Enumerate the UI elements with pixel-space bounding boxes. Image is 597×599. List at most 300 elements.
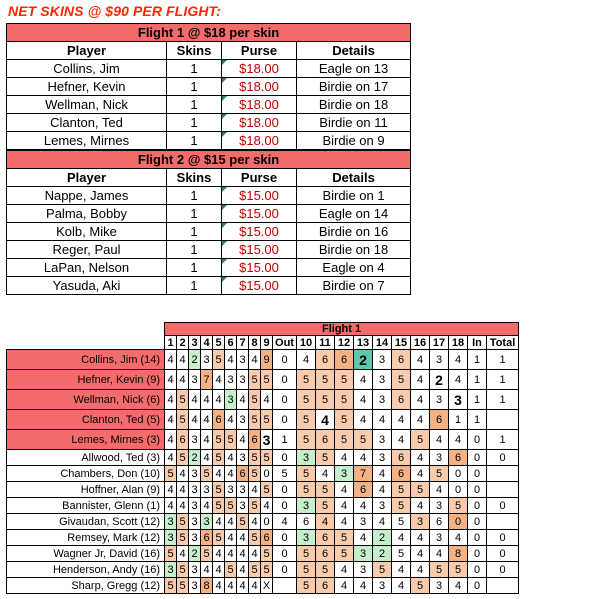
score-cell: 5 [335,530,354,546]
score-cell: 5 [249,562,261,578]
score-cell: 1 [487,430,519,450]
score-cell: 4 [335,482,354,498]
score-cell: 4 [373,466,392,482]
score-cell: 4 [449,578,468,594]
score-cell: 4 [316,514,335,530]
score-cell: 2 [354,350,373,370]
hole-header: Total [487,336,519,350]
score-cell: 6 [177,430,189,450]
score-cell: 0 [468,450,487,466]
player-cell: Reger, Paul [7,241,167,259]
score-cell: 0 [468,530,487,546]
hole-header: 14 [373,336,392,350]
score-cell: 0 [468,562,487,578]
score-cell: 6 [392,390,411,410]
score-cell: 0 [261,466,273,482]
score-cell: 4 [165,410,177,430]
score-cell: 2 [373,530,392,546]
score-cell: 3 [225,390,237,410]
score-cell: 6 [261,530,273,546]
score-cell: 4 [237,530,249,546]
player-cell: Lemes, Mirnes [7,132,167,150]
scorecard-header-spacer [7,336,165,350]
flight1-column-headers [7,42,411,60]
flight2-heading: Flight 2 @ $15 per skin [7,151,411,169]
scorecard-row [7,410,519,430]
score-cell: 0 [468,482,487,498]
score-cell: 5 [177,514,189,530]
score-cell: 4 [177,350,189,370]
score-cell: 5 [177,578,189,594]
hole-header: 5 [213,336,225,350]
score-cell: 3 [189,562,201,578]
score-cell: 5 [335,430,354,450]
score-cell: 6 [449,450,468,466]
score-cell: 0 [273,498,297,514]
flight2-rows [7,187,411,295]
score-cell: 3 [430,450,449,466]
score-cell: 5 [430,562,449,578]
score-cell: 4 [411,498,430,514]
score-cell: 5 [449,562,468,578]
score-cell: 0 [468,466,487,482]
score-cell: 3 [189,370,201,390]
scorecard-title-row [7,323,519,336]
score-cell: 0 [468,430,487,450]
score-cell: 1 [468,350,487,370]
score-cell: 4 [411,466,430,482]
score-cell: 5 [165,466,177,482]
score-cell: 4 [249,546,261,562]
score-cell: 0 [273,482,297,498]
details-cell: Birdie on 1 [297,187,411,205]
details-cell: Birdie on 9 [297,132,411,150]
score-cell: 3 [411,514,430,530]
score-cell: 3 [430,578,449,594]
score-cell: 6 [213,410,225,430]
hole-header: 8 [249,336,261,350]
player-name-cell: Henderson, Andy (16) [7,562,165,578]
table-row [7,277,411,295]
score-cell: 6 [316,578,335,594]
purse-cell: $15.00 [222,205,297,223]
flight2-column-headers [7,169,411,187]
score-cell: 5 [316,482,335,498]
score-cell: 3 [237,450,249,466]
score-cell: 3 [165,562,177,578]
score-cell: 4 [213,466,225,482]
score-cell: 4 [392,410,411,430]
player-name-cell: Allwood, Ted (3) [7,450,165,466]
hole-header: 1 [165,336,177,350]
hole-header: 11 [316,336,335,350]
details-cell: Eagle on 13 [297,60,411,78]
score-cell: 0 [487,562,519,578]
score-cell: 5 [392,498,411,514]
score-cell: 6 [430,410,449,430]
score-cell: 4 [316,466,335,482]
score-cell: 3 [430,530,449,546]
scorecard-row [7,390,519,410]
hole-header: 2 [177,336,189,350]
score-cell: 0 [468,498,487,514]
score-cell: 5 [201,466,213,482]
skins-cell: 1 [167,60,222,78]
score-cell: 3 [449,390,468,410]
score-cell: 4 [354,370,373,390]
score-cell: 3 [165,514,177,530]
score-cell: 4 [261,390,273,410]
player-cell: Nappe, James [7,187,167,205]
hole-header: 17 [430,336,449,350]
score-cell: 3 [189,482,201,498]
score-cell: 3 [165,530,177,546]
score-cell: 3 [354,562,373,578]
score-cell: 4 [411,350,430,370]
score-cell: 4 [177,466,189,482]
score-cell: 5 [316,390,335,410]
score-cell: 6 [297,514,316,530]
score-cell: 4 [189,390,201,410]
score-cell: 5 [213,350,225,370]
score-cell: 0 [273,410,297,430]
scorecard-row [7,430,519,450]
score-cell: 4 [316,410,335,430]
score-cell: 5 [411,430,430,450]
score-cell: 1 [487,350,519,370]
score-cell: 0 [449,514,468,530]
score-cell: 5 [392,514,411,530]
player-name-cell: Hoffner, Alan (9) [7,482,165,498]
score-cell: 3 [354,514,373,530]
player-name-cell: Hefner, Kevin (9) [7,370,165,390]
details-cell: Birdie on 18 [297,96,411,114]
score-cell: 4 [249,514,261,530]
score-cell: 4 [449,530,468,546]
score-cell: 5 [213,482,225,498]
score-cell: 5 [249,530,261,546]
player-cell: Yasuda, Aki [7,277,167,295]
score-cell: 4 [165,430,177,450]
score-cell: 4 [249,578,261,594]
table-row [7,96,411,114]
flight1-rows [7,60,411,150]
score-cell: 5 [213,498,225,514]
score-cell: 0 [273,562,297,578]
details-column-header: Details [297,42,411,60]
details-cell: Birdie on 16 [297,223,411,241]
score-cell: 0 [487,498,519,514]
score-cell: 5 [249,390,261,410]
player-column-header: Player [7,42,167,60]
skins-cell: 1 [167,223,222,241]
hole-header: 6 [225,336,237,350]
score-cell: 4 [177,498,189,514]
score-cell: 3 [430,498,449,514]
score-cell: 5 [213,430,225,450]
score-cell: 2 [430,370,449,390]
score-cell: X [261,578,273,594]
score-cell: 4 [237,430,249,450]
flight1-heading-row [7,24,411,42]
score-cell: 5 [335,370,354,390]
score-cell: 5 [297,370,316,390]
hole-header: 16 [411,336,430,350]
score-cell: 4 [354,498,373,514]
score-cell: 0 [468,578,487,594]
score-cell: 5 [249,498,261,514]
score-cell: 4 [213,546,225,562]
score-cell: 3 [335,466,354,482]
score-cell: 3 [373,390,392,410]
score-cell: 0 [487,450,519,466]
score-cell: 2 [189,450,201,466]
score-cell: 4 [411,410,430,430]
score-cell: 5 [177,530,189,546]
skins-cell: 1 [167,277,222,295]
score-cell: 3 [373,450,392,466]
score-cell: 4 [449,370,468,390]
score-cell: 3 [373,430,392,450]
player-column-header: Player [7,169,167,187]
player-cell: Kolb, Mike [7,223,167,241]
player-cell: Collins, Jim [7,60,167,78]
score-cell: 3 [297,450,316,466]
score-cell: 4 [411,530,430,546]
flight1-table [6,23,411,150]
table-row [7,132,411,150]
details-cell: Birdie on 11 [297,114,411,132]
score-cell: 4 [165,450,177,466]
score-cell: 4 [201,390,213,410]
scorecard-title-spacer [7,323,165,336]
player-cell: Clanton, Ted [7,114,167,132]
player-name-cell: Chambers, Don (10) [7,466,165,482]
table-row [7,78,411,96]
score-cell: 5 [297,562,316,578]
scorecard-row [7,482,519,498]
score-cell: 4 [392,530,411,546]
score-cell: 5 [273,466,297,482]
score-cell: 6 [237,466,249,482]
score-cell: 0 [273,350,297,370]
score-cell: 4 [165,498,177,514]
score-cell [487,466,519,482]
score-cell: 3 [373,370,392,390]
score-cell: 5 [213,530,225,546]
score-cell: 5 [354,430,373,450]
score-cell: 6 [392,350,411,370]
score-cell: 4 [249,350,261,370]
score-cell: 0 [449,466,468,482]
score-cell: 4 [261,498,273,514]
skins-cell: 1 [167,132,222,150]
score-cell: 3 [237,482,249,498]
score-cell: 6 [249,430,261,450]
score-cell: 2 [373,546,392,562]
score-cell: 0 [261,514,273,530]
score-cell: 3 [189,430,201,450]
score-cell: 4 [201,450,213,466]
score-cell: 3 [225,482,237,498]
score-cell: 5 [261,546,273,562]
player-cell: LaPan, Nelson [7,259,167,277]
score-cell: 3 [189,514,201,530]
score-cell: 3 [189,578,201,594]
score-cell: 4 [177,370,189,390]
scorecard-body [7,350,519,594]
score-cell: 5 [373,562,392,578]
skins-cell: 1 [167,187,222,205]
score-cell: 5 [249,450,261,466]
score-cell: 4 [177,482,189,498]
score-cell: 6 [392,450,411,466]
player-name-cell: Wellman, Nick (6) [7,390,165,410]
score-cell: 6 [354,482,373,498]
score-cell: 6 [392,466,411,482]
skins-cell: 1 [167,205,222,223]
hole-header: Out [273,336,297,350]
skins-column-header: Skins [167,169,222,187]
hole-header: 4 [201,336,213,350]
score-cell: 5 [316,370,335,390]
score-cell: 5 [225,498,237,514]
score-cell: 3 [297,530,316,546]
table-row [7,60,411,78]
scorecard-row [7,370,519,390]
scorecard-header [7,336,519,350]
score-cell: 8 [201,578,213,594]
score-cell: 4 [237,390,249,410]
score-cell: 0 [273,390,297,410]
page-title: NET SKINS @ $90 PER FLIGHT: [8,3,221,19]
score-cell: 4 [273,514,297,530]
score-cell: 4 [165,390,177,410]
score-cell: 6 [335,350,354,370]
scorecard-row [7,562,519,578]
score-cell: 4 [430,546,449,562]
score-cell: 4 [392,430,411,450]
score-cell: 5 [165,546,177,562]
score-cell: 1 [273,430,297,450]
skins-cell: 1 [167,96,222,114]
score-cell: 5 [411,578,430,594]
scorecard-column-headers [7,336,519,350]
score-cell: 5 [335,546,354,562]
score-cell: 4 [449,430,468,450]
score-cell: 4 [354,530,373,546]
score-cell: 6 [316,546,335,562]
score-cell: 3 [225,370,237,390]
scorecard-row [7,450,519,466]
score-cell: 5 [261,450,273,466]
table-row [7,114,411,132]
score-cell: 5 [261,370,273,390]
flight1-heading: Flight 1 @ $18 per skin [7,24,411,42]
score-cell: 4 [177,546,189,562]
score-cell: 4 [335,578,354,594]
purse-cell: $15.00 [222,223,297,241]
score-cell: 4 [225,410,237,430]
score-cell: 4 [354,410,373,430]
score-cell: 4 [373,482,392,498]
flight2-heading-row [7,151,411,169]
skins-column-header: Skins [167,42,222,60]
score-cell: 1 [468,410,487,430]
score-cell: 4 [449,350,468,370]
player-name-cell: Givaudan, Scott (12) [7,514,165,530]
purse-cell: $15.00 [222,259,297,277]
score-cell: 5 [335,390,354,410]
hole-header: In [468,336,487,350]
table-row [7,205,411,223]
score-cell: 3 [201,482,213,498]
score-cell: 5 [177,410,189,430]
purse-column-header: Purse [222,42,297,60]
scorecard-row [7,514,519,530]
score-cell: 4 [225,530,237,546]
score-cell: 5 [297,546,316,562]
score-cell: 5 [430,466,449,482]
player-cell: Hefner, Kevin [7,78,167,96]
purse-cell: $18.00 [222,114,297,132]
score-cell: 4 [373,514,392,530]
score-cell: 4 [165,350,177,370]
table-row [7,187,411,205]
score-cell: 6 [430,514,449,530]
scorecard-row [7,498,519,514]
player-name-cell: Clanton, Ted (5) [7,410,165,430]
score-cell: 5 [297,410,316,430]
score-cell: 4 [165,370,177,390]
score-cell: 9 [261,350,273,370]
score-cell: 4 [213,370,225,390]
score-cell: 3 [373,578,392,594]
score-cell: 5 [237,514,249,530]
score-cell: 5 [261,562,273,578]
score-cell: 4 [225,514,237,530]
score-cell: 5 [316,498,335,514]
score-cell: 4 [335,450,354,466]
score-cell: 4 [237,578,249,594]
score-cell: 4 [213,562,225,578]
score-cell: 4 [411,370,430,390]
score-cell: 1 [449,410,468,430]
score-cell: 4 [225,466,237,482]
skins-cell: 1 [167,114,222,132]
player-name-cell: Lemes, Mirnes (3) [7,430,165,450]
score-cell: 4 [201,498,213,514]
score-cell: 8 [449,546,468,562]
player-name-cell: Remsey, Mark (12) [7,530,165,546]
hole-header: 9 [261,336,273,350]
hole-header: 12 [335,336,354,350]
hole-header: 15 [392,336,411,350]
score-cell [487,410,519,430]
score-cell: 6 [316,430,335,450]
score-cell: 4 [354,450,373,466]
table-row [7,259,411,277]
purse-cell: $18.00 [222,60,297,78]
score-cell: 4 [213,390,225,410]
score-cell: 4 [213,578,225,594]
score-cell: 4 [213,514,225,530]
scorecard-row [7,530,519,546]
score-cell: 4 [237,562,249,578]
score-cell: 2 [189,350,201,370]
score-cell: 4 [225,450,237,466]
purse-cell: $15.00 [222,187,297,205]
